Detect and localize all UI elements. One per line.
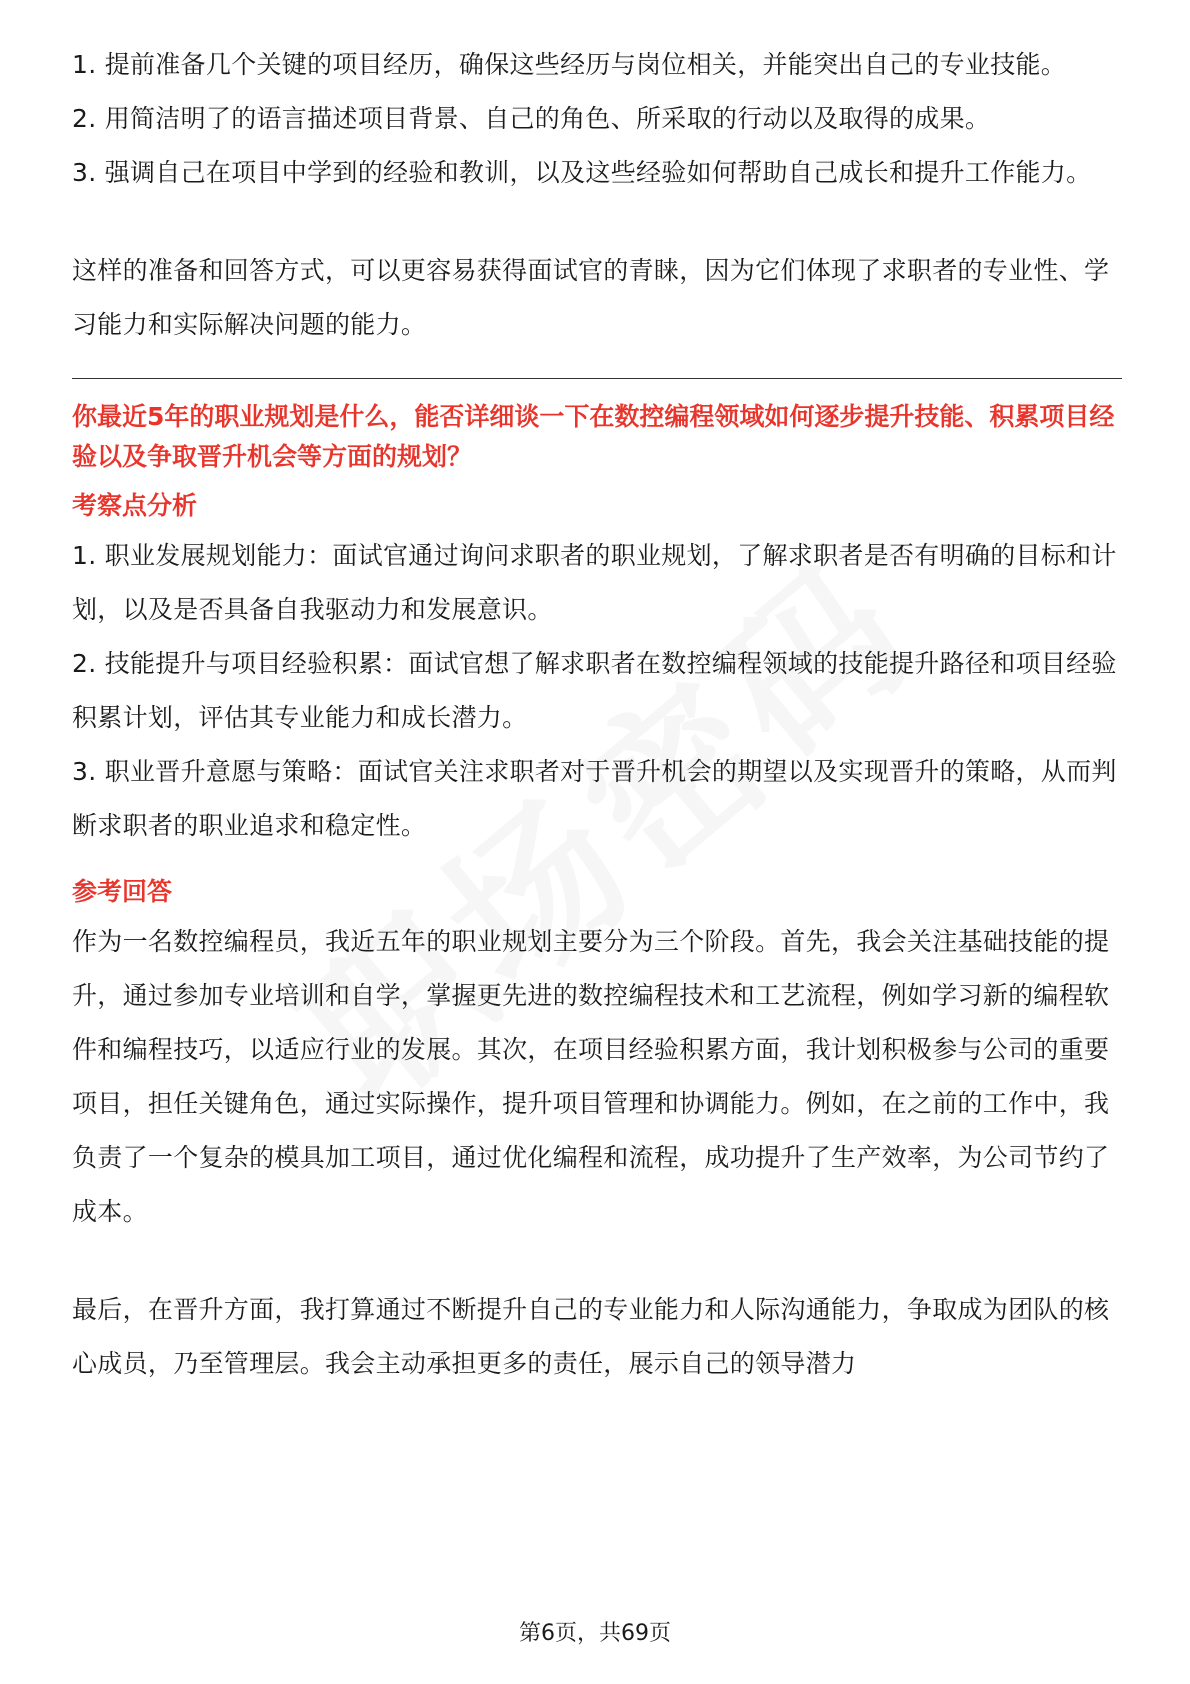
answer-paragraph: 最后，在晋升方面，我打算通过不断提升自己的专业能力和人际沟通能力，争取成为团队的核心成员，乃至管理层。我会主动承担更多的责任，展示自己的领导潜力	[72, 1295, 1110, 1378]
intro-summary: 这样的准备和回答方式，可以更容易获得面试官的青睐，因为它们体现了求职者的专业性、学习能力和实际解决问题的能力。	[72, 256, 1110, 339]
intro-list	[72, 38, 1122, 200]
list-item: 3. 职业晋升意愿与策略：面试官关注求职者对于晋升机会的期望以及实现晋升的策略，从而判断求职者的职业追求和稳定性。	[72, 757, 1117, 840]
list-item: 2. 技能提升与项目经验积累：面试官想了解求职者在数控编程领域的技能提升路径和项目经验积累计划，评估其专业能力和成长潜力。	[72, 649, 1117, 732]
answer-paragraph: 作为一名数控编程员，我近五年的职业规划主要分为三个阶段。首先，我会关注基础技能的提升，通过参加专业培训和自学，掌握更先进的数控编程技术和工艺流程，例如学习新的编程软件和编程技巧，以适应行业的发展。其次，在项目经验积累方面，我计划积极参与公司的重要项目，担任关键角色，通过实际操作，提升项目管理和协调能力。例如，在之前的工作中，我负责了一个复杂的模具加工项目，通过优化编程和流程，成功提升了生产效率，为公司节约了成本。	[72, 927, 1110, 1226]
analysis-list	[72, 529, 1122, 853]
section-divider	[72, 378, 1122, 379]
list-item: 2. 用简洁明了的语言描述项目背景、自己的角色、所采取的行动以及取得的成果。	[72, 104, 991, 133]
question-title: 你最近5年的职业规划是什么，能否详细谈一下在数控编程领域如何逐步提升技能、积累项目经验以及争取晋升机会等方面的规划？	[72, 402, 1115, 471]
answer-heading: 参考回答	[72, 877, 173, 906]
list-item: 3. 强调自己在项目中学到的经验和教训，以及这些经验如何帮助自己成长和提升工作能力。	[72, 158, 1092, 187]
list-item: 1. 提前准备几个关键的项目经历，确保这些经历与岗位相关，并能突出自己的专业技能。	[72, 50, 1067, 79]
page-number: 第6页，共69页	[519, 1621, 671, 1646]
list-item: 1. 职业发展规划能力：面试官通过询问求职者的职业规划，了解求职者是否有明确的目标和计划，以及是否具备自我驱动力和发展意识。	[72, 541, 1117, 624]
analysis-heading: 考察点分析	[72, 491, 198, 520]
document-page	[72, 0, 1122, 1391]
